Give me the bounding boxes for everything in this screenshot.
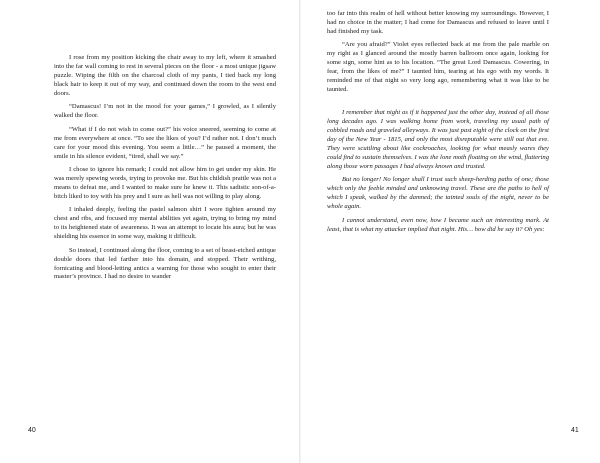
paragraph: “Damascus! I’m not in the mood for your games,” I growled, as I silently walked the floor. [54, 103, 276, 120]
left-page [0, 0, 299, 463]
paragraph: I inhaled deeply, feeling the pastel salmon shirt I wore tighten around my chest and ribs, and focused my mental abilities yet again, trying to bring my mind to its heightened state of awareness. It was an attempt to locate his aura; but he was shielding his essence in some way, making it difficult. [54, 206, 276, 241]
paragraph: “What if I do not wish to come out?” his voice sneered, seeming to come at me from everywhere at once. “To see the likes of you? I’d rather not. I don’t much care for your mood this evening. You seem a little…” he paused a moment, the smile in his silence evident, “tired, shall we say.” [54, 125, 276, 160]
italic-paragraph: But no longer! No longer shall I trust such sheep-herding paths of one; those which only the feeble minded and unknowing travel. These are the paths to hell of which I speak, walked by the damned; the tainted souls of the night, never to be whole again. [327, 176, 549, 211]
right-page [301, 0, 600, 463]
paragraph: “Are you afraid?” Violet eyes reflected back at me from the pale marble on my right as I glanced around the mostly barren ballroom once again, looking for some sign, some hint as to his location. “The great Lord Damascus. Cowering, in fear, from the likes of me?” I taunted him, tearing at his ego with my words. It reminded me of that night so very long ago, remembering what it was like to be taunted. [327, 41, 549, 94]
italic-paragraph: I cannot understand, even now, how I became such an interesting mark. At least, that is what my attacker implied that night. His… how did he say it? Oh yes: [327, 216, 549, 233]
right-page-text [327, 10, 549, 234]
section-break [327, 95, 549, 109]
italic-paragraph: I remember that night as if it happened just the other day, instead of all those long decades ago. I was walking home from work, traveling my usual path of cobbled roads and graveled alleyways. It was just past eight of the clock on the first day of the New Year - 1815, and only the most disreputable were still out that eve. They were scuttling about like cockroaches, looking for what measly wares they could find to sustain themselves. I was the lone moth floating on the wind, fluttering along those worn passages I had always known and trusted. [327, 109, 549, 170]
paragraph: I rose from my position kicking the chair away to my left, where it smashed into the far wall coming to rest in several pieces on the floor - a most unique jigsaw puzzle. Wiping the filth on the charcoal cloth of my pants, I tied back my long black hair to keep it out of my way, and continued down the room to the west end doors. [54, 54, 276, 97]
paragraph: So instead, I continued along the floor, coming to a set of beast-etched antique double doors that led farther into his domain, and stopped. Their writhing, fornicating and blood-letting antics a warning for those who sought to enter their master’s province. I had no desire to wander [54, 246, 276, 281]
paragraph: too far into this realm of hell without better knowing my surroundings. However, I had no choice in the matter; I had come for Damascus and refused to leave until I had finished my task. [327, 10, 549, 35]
paragraph: I chose to ignore his remark; I could not allow him to get under my skin. He was merely spewing words, trying to provoke me. But his childish prattle was not a means to defeat me, and I wanted to make sure he knew it. This sadistic son-of-a-bitch liked to toy with his prey and I sure as hell was not willing to play along. [54, 165, 276, 200]
page-number: 40 [28, 427, 36, 434]
left-page-text [54, 54, 276, 282]
page-number: 41 [571, 427, 579, 434]
